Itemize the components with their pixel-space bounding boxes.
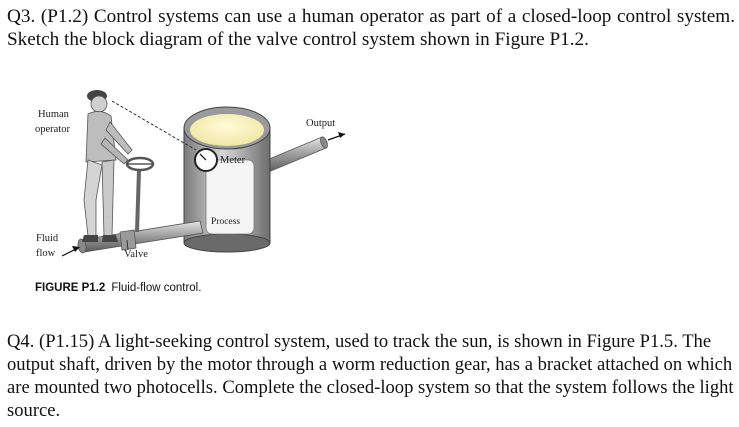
figure-caption-number: FIGURE P1.2 <box>35 282 106 294</box>
figure-caption-text: Fluid-flow control. <box>111 282 202 294</box>
question-4: Q4. (P1.15) A light-seeking control system, used to track the sun, is shown in Figure P1.5. The output shaft, driven by the motor through a worm reduction gear, has a bracket attached on which are mounted two photocells. Complete the closed-loop system so that the system follows the light source. <box>7 331 734 421</box>
label-flow: flow <box>36 248 56 259</box>
label-operator: operator <box>35 124 70 135</box>
label-human: Human <box>38 109 69 120</box>
label-meter: Meter <box>220 155 246 166</box>
label-fluid: Fluid <box>36 233 59 244</box>
valve-handwheel <box>127 158 153 232</box>
meter-gauge <box>195 149 217 171</box>
label-valve: Valve <box>124 249 148 260</box>
output-pipe <box>262 132 345 173</box>
label-output: Output <box>306 118 336 129</box>
fluid-flow-arrow <box>62 246 80 256</box>
human-operator-figure <box>82 90 132 242</box>
label-process: Process <box>211 217 241 227</box>
figure-caption <box>35 282 201 294</box>
question-3: Q3. (P1.2) Control systems can use a human operator as part of a closed-loop control system. Sketch the block diagram of the valve control system shown in Figure P1.2. <box>7 6 735 50</box>
